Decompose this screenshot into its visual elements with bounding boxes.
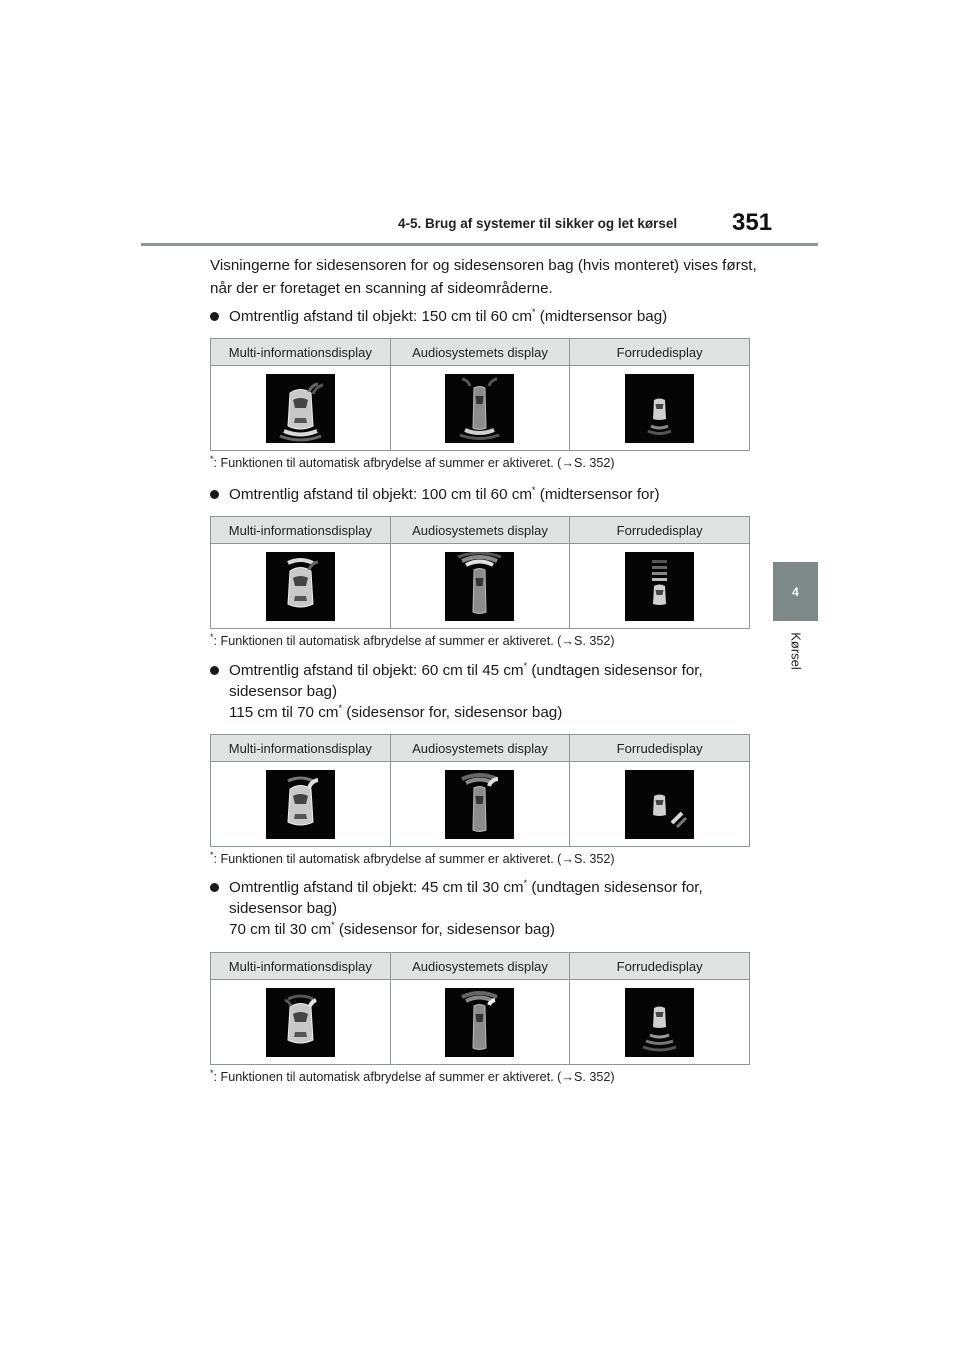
section-title: 4-5. Brug af systemer til sikker og let kørsel bbox=[398, 216, 678, 231]
car-top-view-wide-icon bbox=[266, 374, 335, 443]
bullet-icon bbox=[210, 666, 219, 675]
column-header-audio: Audiosystemets display bbox=[390, 735, 570, 762]
bullet-text: Omtrentlig afstand til objekt: 45 cm til 30 cm* (undtagen sidesensor for, sidesensor bag) 70 cm til 30 cm* (sidesensor for, sidesensor bag) bbox=[229, 877, 703, 938]
bullet-text: Omtrentlig afstand til objekt: 100 cm til 60 cm* (midtersensor for) bbox=[229, 484, 660, 503]
arrow-right-icon: → bbox=[561, 852, 574, 866]
arrow-right-icon: → bbox=[561, 1070, 574, 1084]
column-header-hud: Forrudedisplay bbox=[570, 953, 750, 980]
car-top-view-small-icon bbox=[625, 374, 694, 443]
column-header-multi: Multi-informationsdisplay bbox=[211, 953, 391, 980]
bullet-section-2 bbox=[210, 484, 770, 505]
car-top-view-wide-icon bbox=[266, 988, 335, 1057]
footnote-4: *: Funktionen til automatisk afbrydelse af summer er aktiveret. (→S. 352) bbox=[210, 1067, 615, 1084]
column-header-hud: Forrudedisplay bbox=[570, 517, 750, 544]
bullet-section-3 bbox=[210, 660, 770, 723]
bullet-icon bbox=[210, 490, 219, 499]
display-table-1 bbox=[210, 338, 750, 451]
chapter-number: 4 bbox=[792, 584, 799, 599]
bullet-icon bbox=[210, 312, 219, 321]
footnote-3: *: Funktionen til automatisk afbrydelse af summer er aktiveret. (→S. 352) bbox=[210, 849, 615, 866]
display-table-2 bbox=[210, 516, 750, 629]
car-top-view-narrow-icon bbox=[445, 374, 514, 443]
car-top-view-small-icon bbox=[625, 552, 694, 621]
intro-paragraph: Visningerne for sidesensoren for og sidesensoren bag (hvis monteret) vises først, når der er foretaget en scanning af sideområderne. bbox=[210, 257, 757, 297]
arrow-right-icon: → bbox=[561, 634, 574, 648]
car-top-view-small-icon bbox=[625, 988, 694, 1057]
car-top-view-wide-icon bbox=[266, 770, 335, 839]
bullet-text: Omtrentlig afstand til objekt: 60 cm til 45 cm* (undtagen sidesensor for, sidesensor bag) 115 cm til 70 cm* (sidesensor for, sidesensor bag) bbox=[229, 660, 703, 721]
car-top-view-narrow-icon bbox=[445, 770, 514, 839]
column-header-hud: Forrudedisplay bbox=[570, 735, 750, 762]
bullet-icon bbox=[210, 883, 219, 892]
header-divider bbox=[141, 243, 818, 246]
column-header-multi: Multi-informationsdisplay bbox=[211, 735, 391, 762]
car-top-view-wide-icon bbox=[266, 552, 335, 621]
chapter-label: Kørsel bbox=[788, 632, 804, 670]
column-header-hud: Forrudedisplay bbox=[570, 339, 750, 366]
column-header-audio: Audiosystemets display bbox=[390, 339, 570, 366]
bullet-section-4 bbox=[210, 877, 770, 940]
car-top-view-narrow-icon bbox=[445, 988, 514, 1057]
column-header-multi: Multi-informationsdisplay bbox=[211, 339, 391, 366]
display-table-3 bbox=[210, 734, 750, 847]
arrow-right-icon: → bbox=[561, 456, 574, 470]
display-table-4 bbox=[210, 952, 750, 1065]
car-top-view-narrow-icon bbox=[445, 552, 514, 621]
chapter-tab bbox=[773, 562, 818, 621]
footnote-2: *: Funktionen til automatisk afbrydelse af summer er aktiveret. (→S. 352) bbox=[210, 631, 615, 648]
column-header-audio: Audiosystemets display bbox=[390, 517, 570, 544]
column-header-audio: Audiosystemets display bbox=[390, 953, 570, 980]
bullet-section-1 bbox=[210, 306, 770, 327]
page-number: 351 bbox=[732, 209, 773, 236]
bullet-text: Omtrentlig afstand til objekt: 150 cm til 60 cm* (midtersensor bag) bbox=[229, 306, 668, 325]
column-header-multi: Multi-informationsdisplay bbox=[211, 517, 391, 544]
footnote-1: *: Funktionen til automatisk afbrydelse af summer er aktiveret. (→S. 352) bbox=[210, 453, 615, 470]
car-top-view-small-icon bbox=[625, 770, 694, 839]
